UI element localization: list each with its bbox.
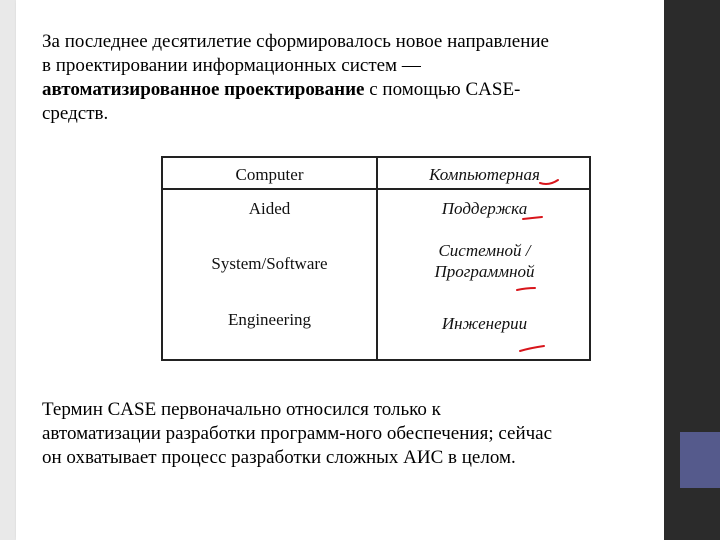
term-system-software: System/Software	[211, 254, 328, 273]
term-system-software-ru	[378, 240, 591, 282]
term-computer: Computer	[235, 165, 304, 184]
closing-line-2: автоматизации разработки программ-ного обеспечения; сейчас	[42, 423, 553, 444]
left-margin	[0, 0, 16, 540]
intro-bold-term: автоматизированное проектирование	[42, 79, 365, 100]
case-acronym-table	[161, 156, 591, 361]
table-row-divider	[163, 188, 589, 190]
term-engineering: Engineering	[227, 310, 312, 329]
intro-line-2: в проектировании информационных систем —	[42, 55, 421, 76]
term-aided-ru: Поддержка	[441, 199, 528, 218]
intro-line-3-rest: с помощью CASE-	[364, 79, 521, 100]
right-accent-block	[680, 432, 720, 488]
closing-paragraph	[42, 398, 652, 470]
term-computer-ru: Компьютерная	[429, 165, 540, 184]
term-system-ru-line2: Программной	[434, 262, 535, 281]
closing-line-1: Термин CASE первоначально относился только к	[42, 399, 441, 420]
intro-line-1: За последнее десятилетие сформировалось новое направление	[42, 31, 549, 52]
intro-paragraph	[42, 30, 642, 126]
term-system-ru-line1: Системной /	[438, 241, 531, 260]
term-engineering-ru: Инженерии	[441, 314, 528, 333]
intro-line-4: средств.	[42, 103, 109, 124]
term-aided: Aided	[248, 199, 291, 218]
closing-line-3: он охватывает процесс разработки сложных АИС в целом.	[42, 447, 516, 468]
